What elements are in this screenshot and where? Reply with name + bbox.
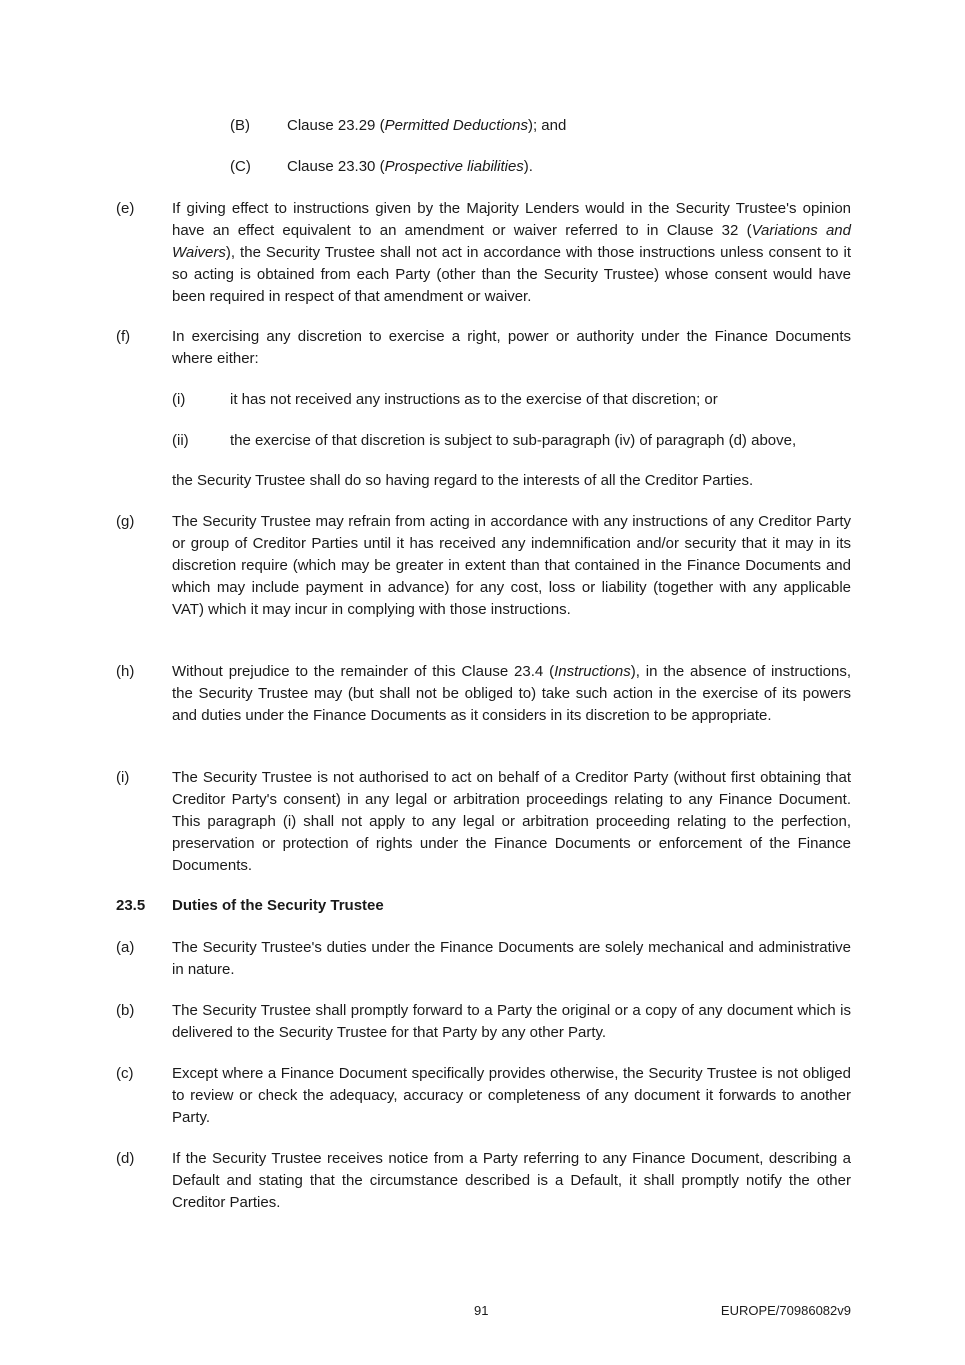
item-text: Clause 23.30 (Prospective liabilities). xyxy=(287,158,533,175)
item-text: the exercise of that discretion is subject to sub-paragraph (iv) of paragraph (d) above, xyxy=(230,432,797,449)
paragraph-f-continuation: the Security Trustee shall do so having regard to the interests of all the Creditor Parties. xyxy=(172,472,754,489)
item-text: The Security Trustee may refrain from acting in accordance with any instructions of any Creditor Party or group of Creditor Parties until it has received any indemnification and/or security that it may in its discretion require (which may be greater in extent than that contained in the Finance Documents and which may include payment in advance) for any cost, loss or liability (together with any applicable VAT) which it may incur in complying with those instructions. xyxy=(172,513,851,618)
item-text: The Security Trustee's duties under the Finance Documents are solely mechanical and administrative in nature. xyxy=(172,939,851,978)
item-text: The Security Trustee shall promptly forward to a Party the original or a copy of any document which is delivered to the Security Trustee for that Party by any other Party. xyxy=(172,1002,851,1041)
item-text: In exercising any discretion to exercise a right, power or authority under the Finance Documents where either: xyxy=(172,328,851,367)
page-number: 91 xyxy=(474,1303,489,1318)
item-label: (c) xyxy=(116,1065,134,1082)
item-label: (i) xyxy=(116,769,130,786)
item-text: Except where a Finance Document specifically provides otherwise, the Security Trustee is not obliged to review or check the adequacy, accuracy or completeness of any document it forwards to another Party. xyxy=(172,1065,851,1126)
item-label: (b) xyxy=(116,1002,135,1019)
item-text: Clause 23.29 (Permitted Deductions); and xyxy=(287,117,567,134)
item-text: If giving effect to instructions given by the Majority Lenders would in the Security Trustee's opinion have an effect equivalent to an amendment or waiver referred to in Clause 32 (Variations and Waivers), the Security Trustee shall not act in accordance with those instructions unless consent to it so acting is obtained from each Party (other than the Security Trustee) whose consent would have been required in respect of that amendment or waiver. xyxy=(172,200,851,305)
item-label: (d) xyxy=(116,1150,135,1167)
item-label: (ii) xyxy=(172,432,189,449)
item-label: (e) xyxy=(116,200,135,217)
item-label: (f) xyxy=(116,328,131,345)
item-text: The Security Trustee is not authorised to act on behalf of a Creditor Party (without first obtaining that Creditor Party's consent) in any legal or arbitration proceedings relating to any Finance Document. This paragraph (i) shall not apply to any legal or arbitration proceeding relating to the perfection, preservation or protection of rights under the Finance Documents or enforcement of the Finance Documents. xyxy=(172,769,851,874)
item-label: (h) xyxy=(116,663,135,680)
item-label: (a) xyxy=(116,939,135,956)
item-text: it has not received any instructions as to the exercise of that discretion; or xyxy=(230,391,718,408)
item-label: (i) xyxy=(172,391,186,408)
item-label: (B) xyxy=(230,117,250,134)
section-title: Duties of the Security Trustee xyxy=(172,897,384,914)
section-number: 23.5 xyxy=(116,897,146,914)
item-text: Without prejudice to the remainder of this Clause 23.4 (Instructions), in the absence of instructions, the Security Trustee may (but shall not be obliged to) take such action in the exercise of its powers and duties under the Finance Documents as it considers in its discretion to be appropriate. xyxy=(172,663,852,724)
item-label: (C) xyxy=(230,158,251,175)
item-text: If the Security Trustee receives notice from a Party referring to any Finance Document, describing a Default and stating that the circumstance described is a Default, it shall promptly notify the other Creditor Parties. xyxy=(172,1150,851,1211)
item-label: (g) xyxy=(116,513,135,530)
document-reference: EUROPE/70986082v9 xyxy=(720,1303,851,1318)
